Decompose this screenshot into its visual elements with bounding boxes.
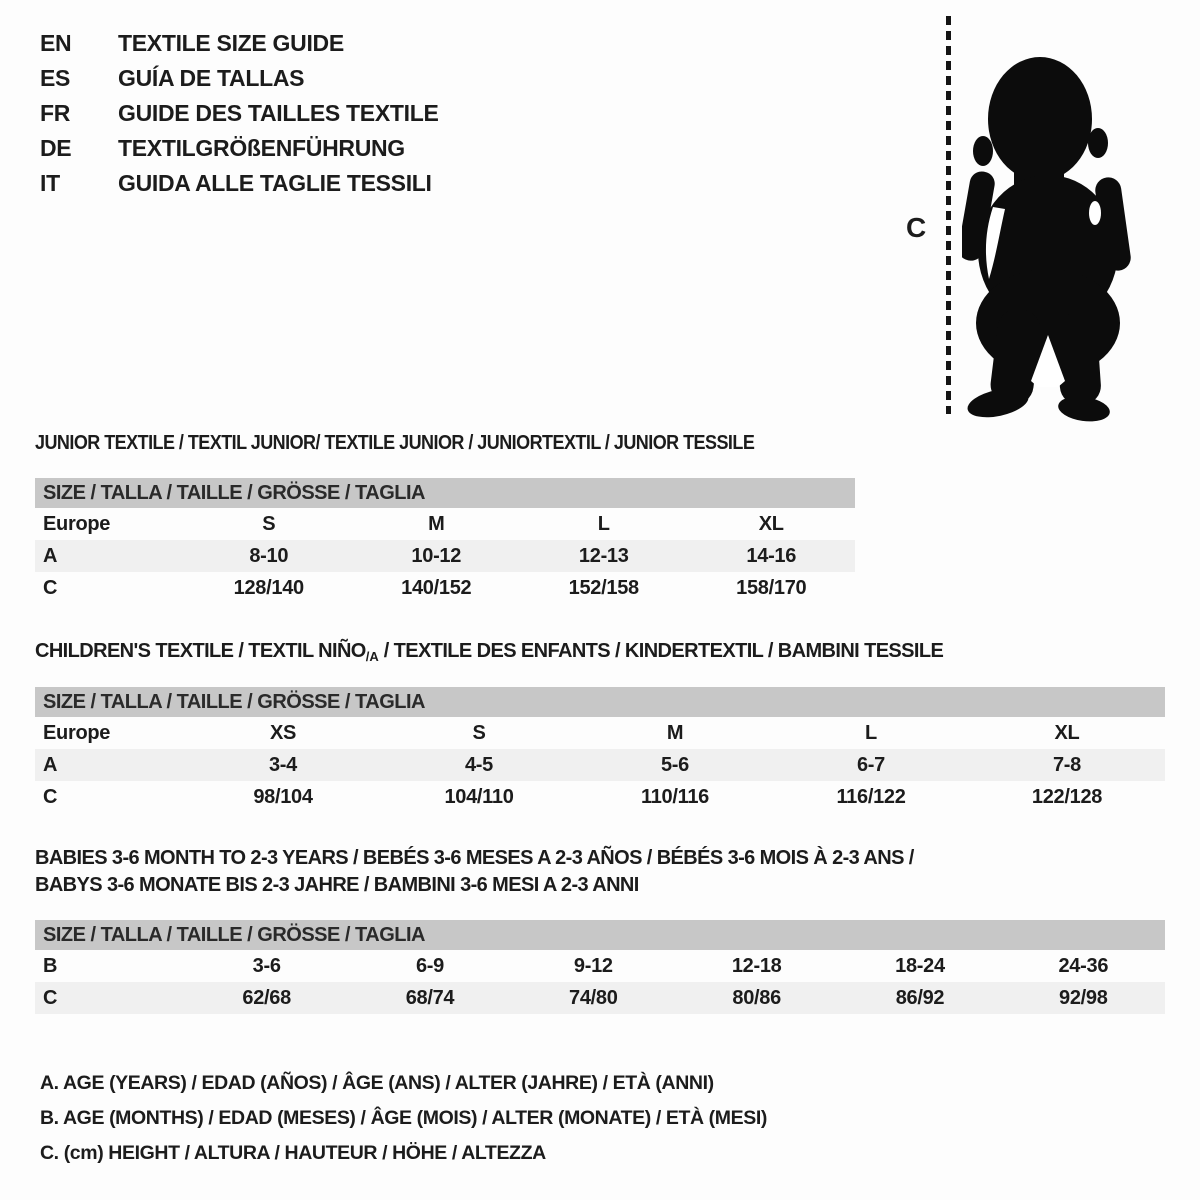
row-label: Europe: [43, 513, 111, 535]
children-title-main: CHILDREN'S TEXTILE / TEXTIL NIÑO: [35, 640, 366, 662]
section-title: [35, 430, 855, 457]
table-cell: 104/110: [444, 786, 514, 808]
babies-size-table: [35, 950, 1165, 1014]
table-cell: 98/104: [253, 786, 313, 808]
table-cell: S: [262, 513, 276, 535]
babies-title-line2: BABYS 3-6 MONATE BIS 2-3 JAHRE / BAMBINI 3-6 MESI A 2-3 ANNI: [35, 874, 639, 896]
table-cell: 3-4: [268, 754, 297, 776]
language-row-es: [40, 61, 439, 96]
table-cell: XL: [758, 513, 784, 535]
table-row: [35, 572, 855, 604]
section-title: [35, 638, 1165, 666]
legend-line-b: B. AGE (MONTHS) / EDAD (MESES) / ÂGE (MOIS) / ALTER (MONATE) / ETÀ (MESI): [40, 1107, 767, 1129]
table-cell: 158/170: [736, 577, 807, 599]
children-title-rest: / TEXTILE DES ENFANTS / KINDERTEXTIL / BAMBINI TESSILE: [378, 640, 944, 662]
language-code: DE: [40, 135, 72, 161]
table-cell: L: [597, 513, 610, 535]
row-label: C: [43, 786, 58, 808]
language-code: ES: [40, 65, 71, 91]
table-cell: 152/158: [568, 577, 639, 599]
table-cell: 80/86: [732, 987, 781, 1009]
table-cell: S: [472, 722, 486, 744]
table-row: [35, 982, 1165, 1014]
table-cell: 110/116: [641, 786, 709, 808]
table-cell: M: [428, 513, 445, 535]
language-row-it: [40, 166, 439, 201]
table-cell: 6-7: [856, 754, 885, 776]
table-row: [35, 508, 855, 540]
children-title-subscript: /A: [365, 649, 379, 664]
row-label: A: [43, 754, 58, 776]
table-cell: 14-16: [746, 545, 797, 567]
row-label: B: [43, 955, 58, 977]
junior-size-header-band: SIZE / TALLA / TAILLE / GRÖSSE / TAGLIA: [35, 478, 855, 508]
section-childrens-textile: [35, 638, 1165, 813]
language-code: FR: [40, 100, 71, 126]
babies-size-header-band: SIZE / TALLA / TAILLE / GRÖSSE / TAGLIA: [35, 920, 1165, 950]
table-cell: 18-24: [895, 955, 945, 977]
table-cell: 140/152: [401, 577, 472, 599]
table-cell: 62/68: [242, 987, 291, 1009]
section-babies-textile: [35, 845, 1165, 1014]
table-cell: 122/128: [1031, 786, 1103, 808]
table-cell: 68/74: [405, 987, 455, 1009]
table-cell: 24-36: [1058, 955, 1109, 977]
toddler-silhouette-icon: [962, 50, 1144, 426]
children-size-table: [35, 717, 1165, 813]
height-measure-dotted-line: [946, 16, 951, 414]
language-row-de: [40, 131, 439, 166]
table-cell: L: [865, 722, 877, 744]
children-size-header-band: SIZE / TALLA / TAILLE / GRÖSSE / TAGLIA: [35, 687, 1165, 717]
language-label: TEXTILE SIZE GUIDE: [118, 30, 344, 56]
language-label: GUIDA ALLE TAGLIE TESSILI: [118, 170, 432, 196]
row-label: C: [43, 987, 58, 1009]
language-label: GUIDE DES TAILLES TEXTILE: [118, 100, 439, 126]
legend-line-c: C. (cm) HEIGHT / ALTURA / HAUTEUR / HÖHE / ALTEZZA: [40, 1142, 546, 1164]
language-row-fr: [40, 96, 439, 131]
table-row: [35, 781, 1165, 813]
table-cell: M: [666, 722, 684, 744]
height-measure-label: C: [906, 212, 927, 243]
table-row: [35, 950, 1165, 982]
language-code: EN: [40, 30, 72, 56]
legend-line-a: A. AGE (YEARS) / EDAD (AÑOS) / ÂGE (ANS) / ALTER (JAHRE) / ETÀ (ANNI): [40, 1072, 714, 1094]
language-row-en: [40, 26, 439, 61]
table-cell: 12-18: [731, 955, 782, 977]
language-code: IT: [40, 170, 60, 196]
table-cell: 4-5: [464, 754, 493, 776]
table-cell: 74/80: [569, 987, 618, 1009]
table-cell: 86/92: [895, 987, 945, 1009]
junior-size-table: [35, 508, 855, 604]
table-cell: 116/122: [836, 786, 906, 808]
table-row: [35, 540, 855, 572]
row-label: Europe: [43, 722, 111, 744]
table-cell: 128/140: [233, 577, 304, 599]
table-cell: XS: [269, 722, 297, 744]
table-cell: 5-6: [660, 754, 689, 776]
row-label: A: [43, 545, 58, 567]
table-row: [35, 749, 1165, 781]
junior-title-text: JUNIOR TEXTILE / TEXTIL JUNIOR/ TEXTILE JUNIOR / JUNIORTEXTIL / JUNIOR TESSILE: [35, 432, 755, 454]
table-cell: 6-9: [415, 955, 444, 977]
table-cell: 12-13: [578, 545, 629, 567]
table-cell: 92/98: [1059, 987, 1108, 1009]
babies-title-line1: BABIES 3-6 MONTH TO 2-3 YEARS / BEBÉS 3-6 MESES A 2-3 AÑOS / BÉBÉS 3-6 MOIS À 2-3 ANS /: [35, 847, 914, 869]
table-cell: 7-8: [1052, 754, 1081, 776]
language-label: GUÍA DE TALLAS: [118, 65, 305, 91]
table-cell: 8-10: [249, 545, 289, 567]
table-cell: 10-12: [411, 545, 462, 567]
section-junior-textile: [35, 430, 855, 604]
row-label: C: [43, 577, 58, 599]
table-cell: XL: [1054, 722, 1080, 744]
measurement-legend: [40, 1066, 767, 1171]
language-guide-list: [40, 26, 439, 201]
table-cell: 3-6: [252, 955, 281, 977]
table-row: [35, 717, 1165, 749]
language-label: TEXTILGRÖßENFÜHRUNG: [118, 135, 405, 161]
table-cell: 9-12: [573, 955, 613, 977]
